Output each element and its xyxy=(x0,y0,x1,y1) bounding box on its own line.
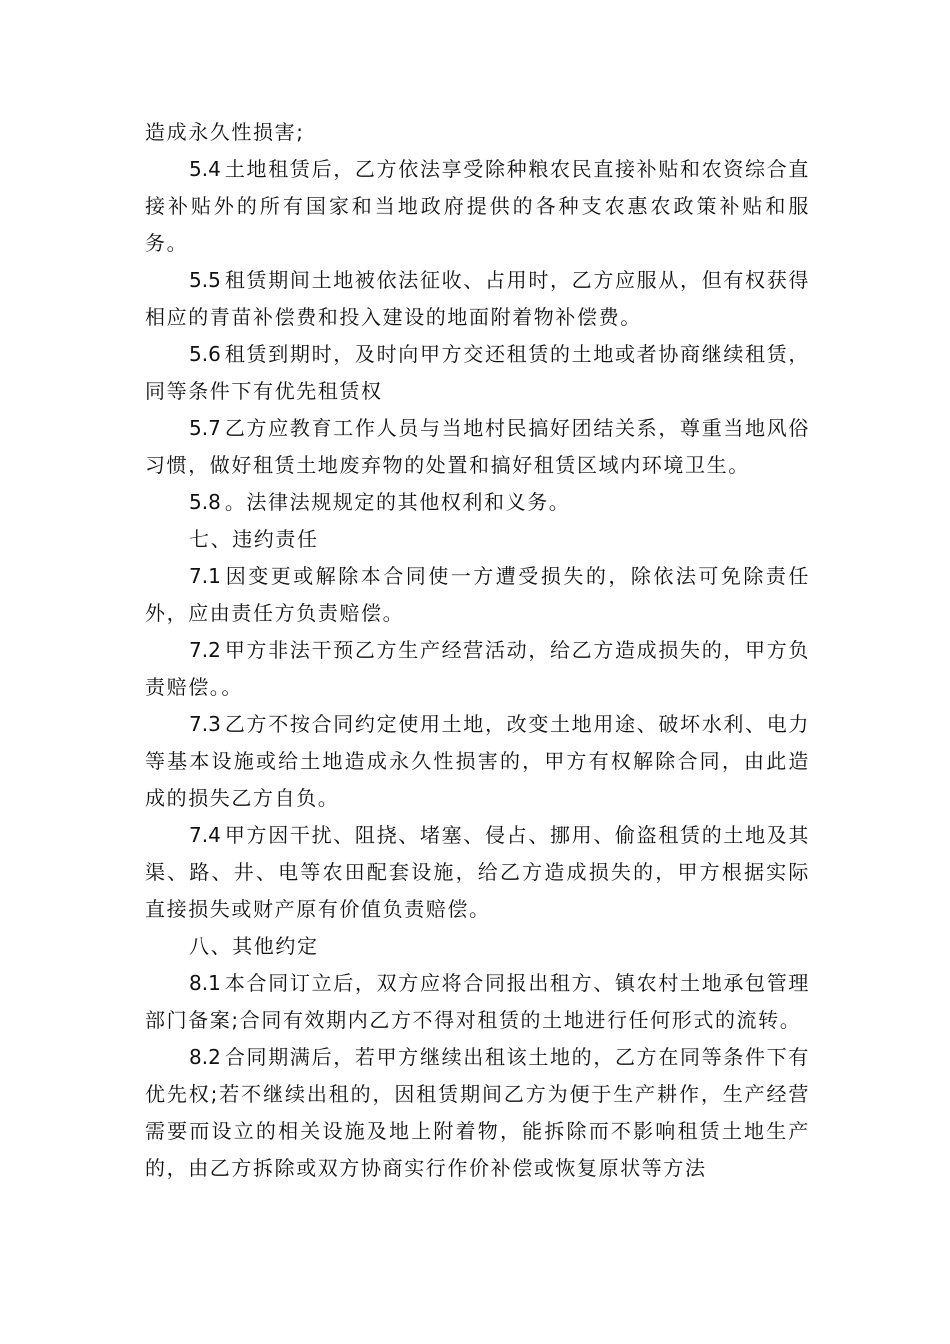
clause-number: 5.7 xyxy=(189,416,221,440)
clause-number: 7.2 xyxy=(189,638,221,662)
paragraph-text: 本合同订立后，双方应将合同报出租方、镇农村土地承包管理部门备案;合同有效期内乙方不得对租赁的土地进行任何形式的流转。 xyxy=(145,971,810,1032)
paragraph-text: 土地租赁后，乙方依法享受除种粮农民直接补贴和农资综合直接补贴外的所有国家和当地政府提供的各种支农惠农政策补贴和服务。 xyxy=(145,157,810,255)
paragraph-text: 甲方非法干预乙方生产经营活动，给乙方造成损失的，甲方负责赔偿。。 xyxy=(145,638,810,699)
paragraph-text: 租赁到期时，及时向甲方交还租赁的土地或者协商继续租赁，同等条件下有优先租赁权 xyxy=(145,342,810,403)
paragraph xyxy=(145,410,810,484)
document-body xyxy=(145,114,810,1187)
paragraph-text: 合同期满后，若甲方继续出租该土地的，乙方在同等条件下有优先权;若不继续出租的，因租赁期间乙方为便于生产耕作，生产经营需要而设立的相关设施及地上附着物，能拆除而不影响租赁土地生产的，由乙方拆除或双方协商实行作价补偿或恢复原状等方法 xyxy=(145,1045,810,1180)
paragraph xyxy=(145,262,810,336)
clause-number: 5.6 xyxy=(189,342,221,366)
paragraph xyxy=(145,706,810,817)
clause-number: 5.8 xyxy=(189,490,221,514)
paragraph xyxy=(145,965,810,1039)
paragraph-text: 。法律法规规定的其他权利和义务。 xyxy=(224,490,571,514)
paragraph-text: 七、违约责任 xyxy=(189,527,319,551)
paragraph xyxy=(145,558,810,632)
paragraph xyxy=(145,151,810,262)
paragraph-text: 八、其他约定 xyxy=(189,934,319,958)
clause-number: 8.1 xyxy=(189,971,221,995)
clause-number: 7.1 xyxy=(189,564,221,588)
paragraph-text: 因变更或解除本合同使一方遭受损失的，除依法可免除责任外，应由责任方负责赔偿。 xyxy=(145,564,810,625)
clause-number: 8.2 xyxy=(189,1045,221,1069)
paragraph-text: 租赁期间土地被依法征收、占用时，乙方应服从，但有权获得相应的青苗补偿费和投入建设的地面附着物补偿费。 xyxy=(145,268,810,329)
paragraph xyxy=(145,336,810,410)
paragraph-text: 乙方不按合同约定使用土地，改变土地用途、破坏水利、电力等基本设施或给土地造成永久性损害的，甲方有权解除合同，由此造成的损失乙方自负。 xyxy=(145,712,810,810)
paragraph xyxy=(145,928,810,965)
paragraph-text: 甲方因干扰、阻挠、堵塞、侵占、挪用、偷盗租赁的土地及其渠、路、井、电等农田配套设施，给乙方造成损失的，甲方根据实际直接损失或财产原有价值负责赔偿。 xyxy=(145,823,810,921)
paragraph xyxy=(145,1039,810,1187)
clause-number: 5.4 xyxy=(189,157,221,181)
paragraph xyxy=(145,484,810,521)
clause-number: 7.4 xyxy=(189,823,221,847)
paragraph xyxy=(145,632,810,706)
paragraph-text: 乙方应教育工作人员与当地村民搞好团结关系，尊重当地风俗习惯，做好租赁土地废弃物的处置和搞好租赁区域内环境卫生。 xyxy=(145,416,810,477)
clause-number: 7.3 xyxy=(189,712,221,736)
paragraph xyxy=(145,114,810,151)
clause-number: 5.5 xyxy=(189,268,221,292)
paragraph-text: 造成永久性损害; xyxy=(145,120,305,144)
paragraph xyxy=(145,521,810,558)
paragraph xyxy=(145,817,810,928)
